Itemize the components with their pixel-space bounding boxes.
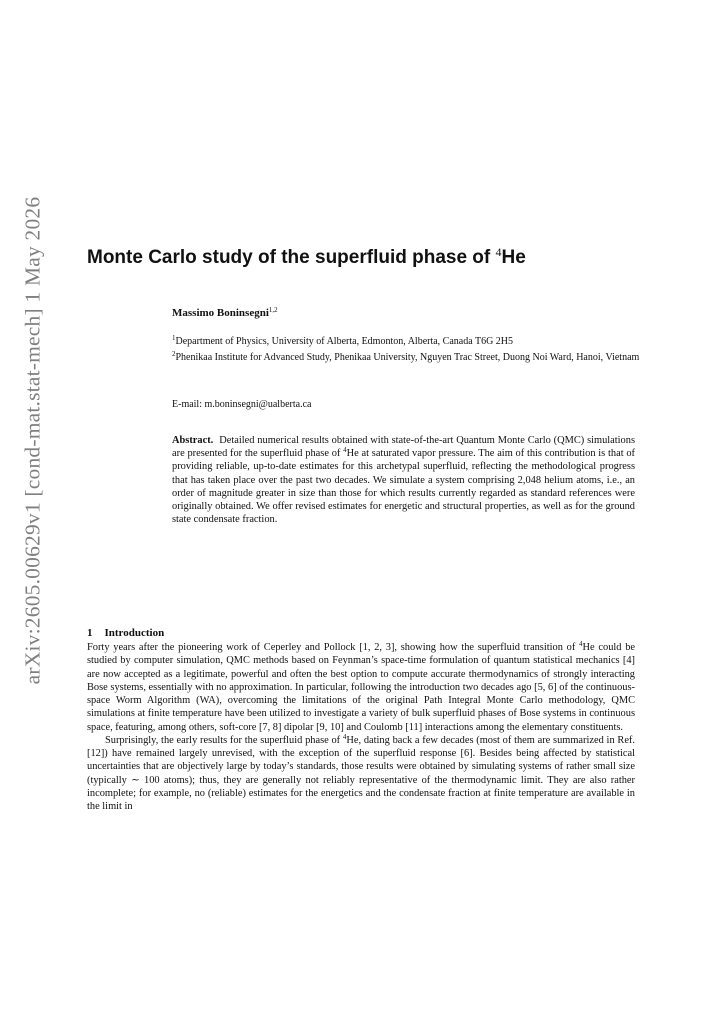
affiliation-1-text: Department of Physics, University of Alberta, Edmonton, Alberta, Canada T6G 2H5	[175, 336, 514, 347]
body-text	[87, 641, 635, 813]
abstract-label: Abstract.	[172, 435, 214, 446]
paragraph-1-start: Forty years after the pioneering work of Ceperley and Pollock [1, 2, 3], showing how the superfluid transition of	[87, 642, 580, 653]
section-number: 1	[87, 627, 93, 639]
author-name: Massimo Boninsegni	[172, 307, 269, 319]
section-title: Introduction	[104, 627, 165, 639]
author-line	[172, 306, 278, 320]
paragraph-2-isotope-mass: 4	[342, 732, 347, 741]
paragraph-2-end: He, dating back a few decades (most of them are summarized in Ref. [12]) have remained largely unrevised, with the exception of the superfluid response [6]. Besides being affected by statistical uncertainties that are objectively large by today’s standards, those results were obtained by simulating systems of rather small size (typically ∼ 100 atoms); thus, they are generally not reliably representative of the thermodynamic limit. They are also rather incomplete; for example, no (reliable) estimates for the energetics and the condensate fraction at finite temperature are available in the limit in	[87, 734, 635, 812]
affiliation-2-mark: 2	[172, 350, 176, 358]
affiliation-1-mark: 1	[172, 334, 176, 342]
paragraph-1-isotope-mass: 4	[579, 640, 583, 648]
section-heading-introduction	[87, 626, 164, 640]
abstract-block	[172, 434, 635, 526]
paragraph-1-end: He could be studied by computer simulation, QMC methods based on Feynman’s space-time formulation of quantum statistical mechanics [4] are now accepted as a legitimate, powerful and often the best option to compute accurate thermodynamics of strongly interacting Bose systems, essentially with no approximation. In particular, following the introduction two decades ago [5, 6] of the continuous-space Worm Algorithm (WA), overcoming the limitations of the original Path Integral Monte Carlo methodology, QMC simulations at finite temperature have been utilized to investigate a variety of bulk superfluid phases of Bose systems in continuous space, featuring, among others, soft-core [7, 8] dipolar [9, 10] and Coulomb [11] interactions among the elementary constituents.	[87, 642, 636, 733]
affiliation-2	[172, 351, 642, 364]
title-isotope-mass: 4	[495, 245, 502, 259]
title-element: He	[501, 247, 526, 268]
paragraph-1	[87, 641, 635, 734]
paper-title	[87, 246, 647, 270]
abstract-isotope-mass: 4	[343, 446, 347, 455]
affiliation-1	[172, 335, 642, 348]
arxiv-identifier-stamp	[18, 196, 48, 684]
abstract-text-start: Detailed numerical results obtained with state-of-the-art Quantum Monte Carlo (QMC) simulations are presented for the superfluid phase of	[172, 435, 635, 460]
paragraph-2	[87, 734, 635, 814]
paragraph-2-start: Surprisingly, the early results for the superfluid phase of	[105, 734, 343, 746]
affiliation-2-text: Phenikaa Institute for Advanced Study, Phenikaa University, Nguyen Trac Street, Duong Noi Ward, Hanoi, Vietnam	[175, 352, 640, 363]
author-email: E-mail: m.boninsegni@ualberta.ca	[172, 399, 312, 410]
arxiv-identifier-text: arXiv:2605.00629v1 [cond-mat.stat-mech] 1 May 2026	[20, 196, 45, 684]
abstract-text-end: He at saturated vapor pressure. The aim of this contribution is that of providing reliable, up-to-date estimates for this archetypal superfluid, reflecting the methodological progress that has taken place over the past two decades. We simulate a system comprising 2,048 helium atoms, i.e., an order of magnitude greater in size than those for which results currently regarded as standard references were originally obtained. We offer revised estimates for energetic and structural properties, as well as for the ground state condensate fraction.	[172, 448, 635, 526]
paper-title-text: Monte Carlo study of the superfluid phase of	[87, 247, 496, 268]
author-affiliation-marks: 1,2	[268, 306, 278, 314]
